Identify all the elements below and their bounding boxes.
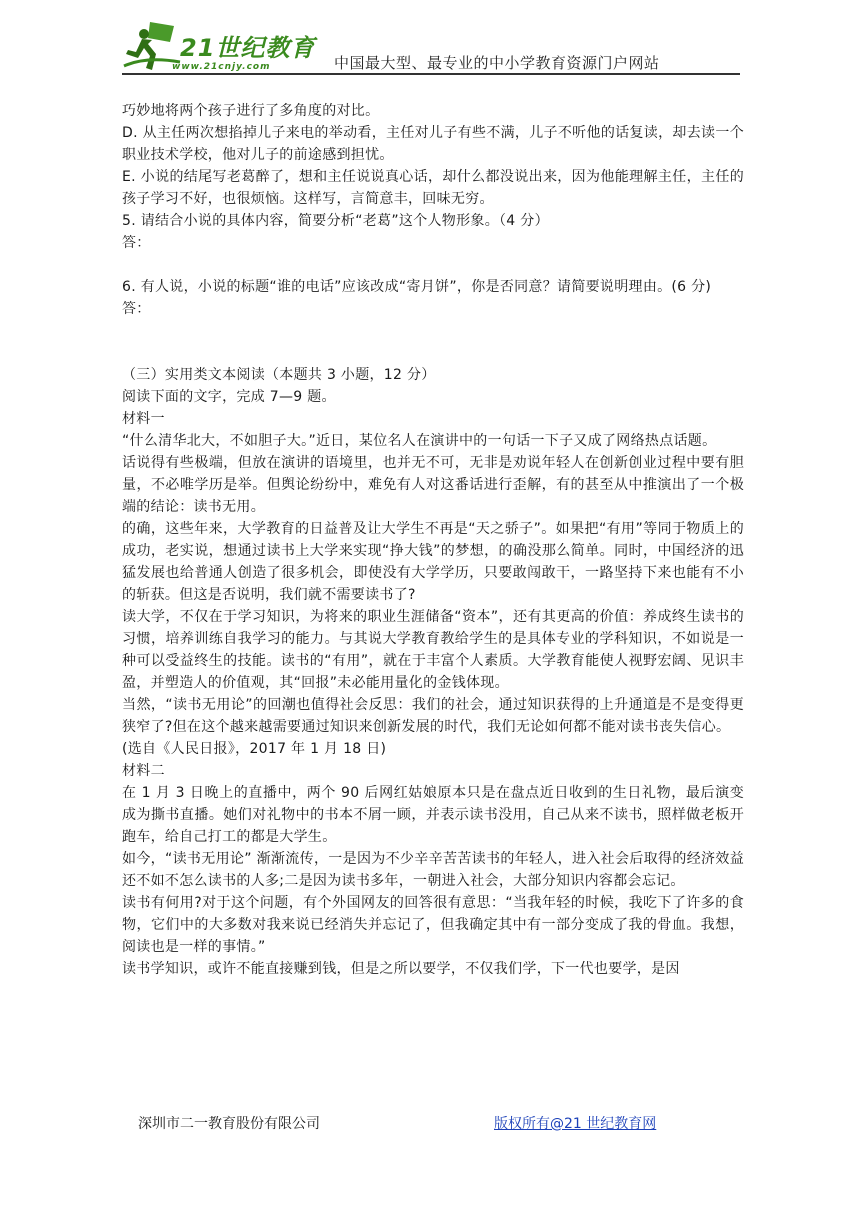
paragraph: 在 1 月 3 日晚上的直播中，两个 90 后网红姑娘原本只是在盘点近日收到的生日礼物，最后演变成为撕书直播。她们对礼物中的书本不屑一顾，并表示读书没用，自己从来不读书，照样做老板开跑车，给自己打工的都是大学生。: [122, 785, 744, 845]
answer-label: 答：: [122, 301, 151, 317]
section-heading: （三）实用类文本阅读（本题共 3 小题，12 分）: [122, 367, 436, 383]
header-divider: [122, 73, 740, 75]
answer-space: [122, 320, 744, 364]
answer-label: 答：: [122, 235, 151, 251]
paragraph: 的确，这些年来，大学教育的日益普及让大学生不再是“天之骄子”。如果把“有用”等同于物质上的成功，老实说，想通过读书上大学来实现“挣大钱”的梦想，的确没那么简单。同时，中国经济的迅猛发展也给普通人创造了很多机会，即使没有大学学历，只要敢闯敢干，一路坚持下来也能有不小的斩获。但这是否说明，我们就不需要读书了?: [122, 521, 744, 603]
option-e: E. 小说的结尾写老葛醉了，想和主任说说真心话，却什么都没说出来，因为他能理解主任，主任的孩子学习不好，也很烦恼。这样写，言简意丰，回味无穷。: [122, 169, 744, 207]
source-citation: (选自《人民日报》，2017 年 1 月 18 日): [122, 741, 387, 757]
paragraph: 话说得有些极端，但放在演讲的语境里，也并无不可，无非是劝说年轻人在创新创业过程中要有胆量，不必唯学历是举。但舆论纷纷中，难免有人对这番话进行歪解，有的甚至从中推演出了一个极端的结论：读书无用。: [122, 455, 744, 515]
paragraph: 读书有何用?对于这个问题，有个外国网友的回答很有意思：“当我年轻的时候，我吃下了许多的食物，它们中的大多数对我来说已经消失并忘记了，但我确定其中有一部分变成了我的骨血。我想，阅读也是一样的事情。”: [122, 895, 744, 955]
paragraph: “什么清华北大，不如胆子大。”近日，某位名人在演讲中的一句话一下子又成了网络热点话题。: [122, 433, 717, 449]
section-instruction: 阅读下面的文字，完成 7—9 题。: [122, 389, 336, 405]
logo-url: www.21cnjy.com: [172, 62, 271, 72]
answer-space: [122, 254, 744, 276]
page-header: [122, 18, 740, 76]
site-logo[interactable]: [122, 20, 332, 76]
copyright-link[interactable]: 版权所有@21 世纪教育网: [494, 1116, 657, 1132]
text-line: 巧妙地将两个孩子进行了多角度的对比。: [122, 103, 380, 119]
document-body: [122, 100, 744, 980]
material-heading: 材料一: [122, 411, 165, 427]
page-footer: [122, 1113, 740, 1137]
paragraph: 当然，“读书无用论”的回潮也值得社会反思：我们的社会，通过知识获得的上升通道是不是变得更狭窄了?但在这个越来越需要通过知识来创新发展的时代，我们无论如何都不能对读书丧失信心。: [122, 697, 744, 735]
paragraph: 读书学知识，或许不能直接赚到钱，但是之所以要学，不仅我们学，下一代也要学，是因: [122, 961, 680, 977]
paragraph: 如今，“读书无用论” 渐渐流传，一是因为不少辛辛苦苦读书的年轻人，进入社会后取得的经济效益还不如不怎么读书的人多;二是因为读书多年，一朝进入社会，大部分知识内容都会忘记。: [122, 851, 744, 889]
footer-company: 深圳市二一教育股份有限公司: [138, 1116, 320, 1132]
question-6: 6. 有人说，小说的标题“谁的电话”应该改成“寄月饼”，你是否同意？请简要说明理由。(6 分): [122, 279, 712, 295]
option-d: D. 从主任两次想掐掉儿子来电的举动看，主任对儿子有些不满，儿子不听他的话复读，却去读一个职业技术学校，他对儿子的前途感到担忧。: [122, 125, 744, 163]
material-heading: 材料二: [122, 763, 165, 779]
question-5: 5. 请结合小说的具体内容，简要分析“老葛”这个人物形象。（4 分）: [122, 213, 549, 229]
paragraph: 读大学，不仅在于学习知识，为将来的职业生涯储备“资本”，还有其更高的价值：养成终生读书的习惯，培养训练自我学习的能力。与其说大学教育教给学生的是具体专业的学科知识，不如说是一种可以受益终生的技能。读书的“有用”，就在于丰富个人素质。大学教育能使人视野宏阔、见识丰盈，并塑造人的价值观，其“回报”未必能用量化的金钱体现。: [122, 609, 744, 691]
logo-text: 21世纪教育: [180, 34, 316, 62]
header-tagline: 中国最大型、最专业的中小学教育资源门户网站: [334, 54, 660, 72]
